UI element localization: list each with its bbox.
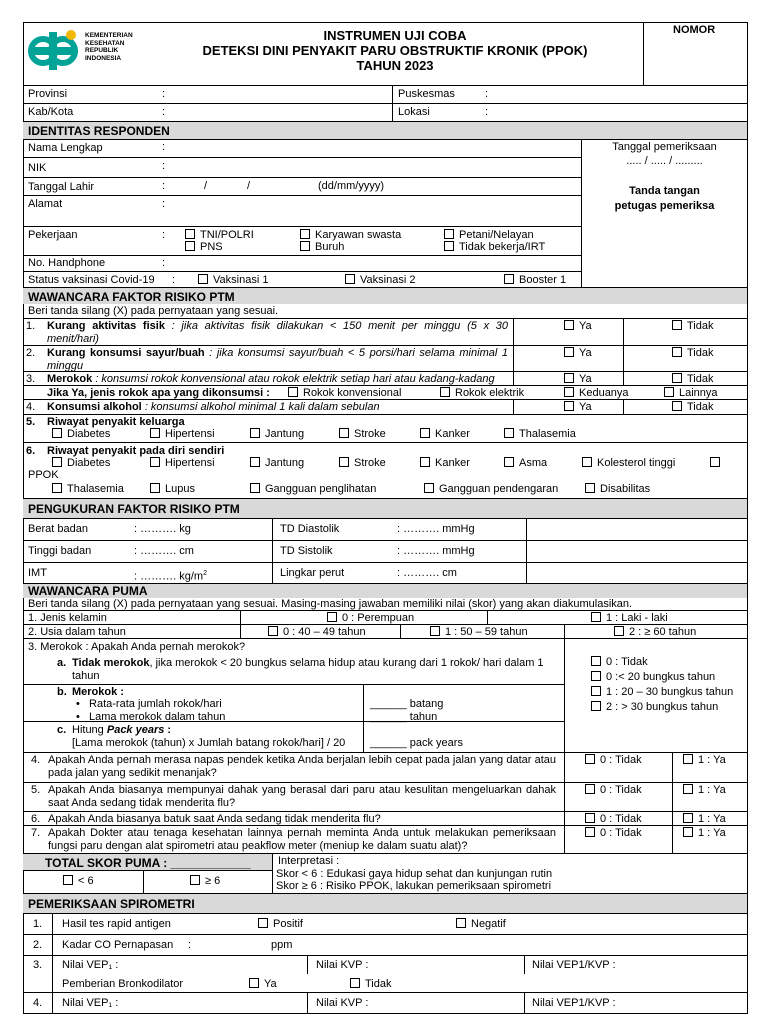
checkbox-icon[interactable] xyxy=(288,387,298,397)
puma-q4: Apakah Anda pernah merasa napas pendek ketika Anda berjalan lebih cepat pada jalan yang datar atau pada jalan yang sedikit menanjak? xyxy=(48,754,556,779)
job-option[interactable]: Petani/Nelayan xyxy=(444,229,534,242)
tidak-option[interactable]: 0 : Tidak xyxy=(585,784,642,797)
ya-option[interactable]: 1 : Ya xyxy=(683,784,726,797)
skor-ge6-option[interactable]: ≥ 6 xyxy=(190,875,220,888)
tb-field[interactable]: : ………. cm xyxy=(134,545,194,557)
puma-q1: 1. Jenis kelamin xyxy=(28,612,107,624)
checkbox-icon[interactable] xyxy=(564,401,574,411)
td-dia-field[interactable]: : ………. mmHg xyxy=(397,523,475,535)
puma-title: WAWANCARA PUMA xyxy=(28,584,148,598)
checkbox-icon[interactable] xyxy=(300,229,310,239)
penyakit-option[interactable]: Hipertensi xyxy=(150,428,215,441)
checkbox-icon[interactable] xyxy=(672,320,682,330)
nik-label: NIK xyxy=(28,162,47,174)
checkbox-icon[interactable] xyxy=(440,387,450,397)
interpretasi-2: Skor ≥ 6 : Risiko PPOK, lakukan pemeriksaan spirometri xyxy=(276,880,552,892)
tidak-option[interactable]: Tidak xyxy=(672,401,714,414)
checkbox-icon[interactable] xyxy=(52,428,62,438)
penyakit-option[interactable]: Thalasemia xyxy=(504,428,576,441)
penyakit-option[interactable]: Gangguan pendengaran xyxy=(424,483,558,496)
puma-option[interactable]: 2 : ≥ 60 tahun xyxy=(614,626,696,639)
question-number: 3. xyxy=(26,373,36,385)
question-number: 4. xyxy=(31,754,41,766)
td-dia-label: TD Diastolik xyxy=(280,523,340,535)
checkbox-icon[interactable] xyxy=(190,875,200,885)
bb-label: Berat badan xyxy=(28,523,88,535)
checkbox-icon[interactable] xyxy=(585,813,595,823)
checkbox-icon[interactable] xyxy=(585,827,595,837)
sub-label: c. xyxy=(57,724,67,736)
ppok-checkbox[interactable] xyxy=(710,457,725,470)
form-title: INSTRUMEN UJI COBA xyxy=(323,28,467,43)
puma-option[interactable]: 0 : 40 – 49 tahun xyxy=(268,626,366,639)
kvp-label: Nilai KVP : xyxy=(316,997,369,1009)
list-item: • Rata-rata jumlah rokok/hari xyxy=(76,698,222,710)
penyakit-option[interactable]: Kanker xyxy=(420,428,470,441)
colon: : xyxy=(188,939,192,951)
date-slash: / xyxy=(247,180,251,192)
penyakit-option[interactable]: Jantung xyxy=(250,457,304,470)
question-number: 6. xyxy=(26,445,36,457)
puma-q5: Apakah Anda biasanya mempunyai dahak yang berasal dari paru atau kesulitan mengeluarkan dahak saat Anda sedang tidak menderita flu? xyxy=(48,784,556,809)
penyakit-option[interactable]: Kolesterol tinggi xyxy=(582,457,675,470)
ratio-label: Nilai VEP1/KVP : xyxy=(532,997,616,1009)
checkbox-icon[interactable] xyxy=(672,347,682,357)
ttd-label-2: petugas pemeriksa xyxy=(614,200,715,212)
rokok-option[interactable]: Keduanya xyxy=(564,387,629,400)
ptm-q5: Riwayat penyakit keluarga xyxy=(47,416,185,428)
colon: : xyxy=(162,160,166,172)
colon: : xyxy=(162,229,166,241)
bronko-label: Pemberian Bronkodilator xyxy=(62,978,184,990)
penyakit-option[interactable]: Thalasemia xyxy=(52,483,124,496)
checkbox-icon[interactable] xyxy=(250,457,260,467)
lokasi-label: Lokasi xyxy=(398,106,430,118)
vep-label: Nilai VEP₁ : xyxy=(62,997,119,1009)
ya-option[interactable]: Ya xyxy=(564,373,592,386)
row-number: 4. xyxy=(33,997,43,1009)
checkbox-icon[interactable] xyxy=(350,978,360,988)
checkbox-icon[interactable] xyxy=(444,229,454,239)
imt-field[interactable]: : ………. $kg/m^2$ xyxy=(134,570,207,583)
colon: : xyxy=(485,88,489,100)
checkbox-icon[interactable] xyxy=(420,428,430,438)
checkbox-icon[interactable] xyxy=(591,686,601,696)
checkbox-icon[interactable] xyxy=(664,387,674,397)
checkbox-icon[interactable] xyxy=(504,428,514,438)
checkbox-icon[interactable] xyxy=(63,875,73,885)
tgl-periksa-label: Tanggal pemeriksaan xyxy=(612,141,717,153)
pack-years-formula: [Lama merokok (tahun) x Jumlah batang rokok/hari] / 20 xyxy=(72,737,346,749)
puma-option[interactable]: 1 : 20 – 30 bungkus tahun xyxy=(591,686,733,699)
spiro-title: PEMERIKSAAN SPIROMETRI xyxy=(28,897,195,911)
colon: : xyxy=(162,106,166,118)
checkbox-icon[interactable] xyxy=(564,347,574,357)
rapid-label: Hasil tes rapid antigen xyxy=(62,918,171,930)
date-slash: / xyxy=(204,180,208,192)
nomor-label: NOMOR xyxy=(673,24,716,36)
job-option[interactable]: Buruh xyxy=(300,241,344,254)
checkbox-icon[interactable] xyxy=(564,373,574,383)
sub-label: a. xyxy=(57,657,67,669)
bb-field[interactable]: : ………. kg xyxy=(134,523,191,535)
imt-label: IMT xyxy=(28,567,47,579)
question-number: 2. xyxy=(26,347,36,359)
co-label: Kadar CO Pernapasan xyxy=(62,939,174,951)
checkbox-icon[interactable] xyxy=(185,229,195,239)
checkbox-icon[interactable] xyxy=(582,457,592,467)
penyakit-option[interactable]: Asma xyxy=(504,457,547,470)
ya-option[interactable]: Ya xyxy=(564,347,592,360)
job-option[interactable]: Karyawan swasta xyxy=(300,229,401,242)
total-skor-label: TOTAL SKOR PUMA : ____________ xyxy=(45,856,251,870)
pekerjaan-label: Pekerjaan xyxy=(28,229,78,241)
ptm-q3: Merokok : konsumsi rokok konvensional atau rokok elektrik setiap hari atau kadang-kadang xyxy=(47,373,495,385)
tb-label: Tinggi badan xyxy=(28,545,92,557)
penyakit-option[interactable]: Stroke xyxy=(339,457,386,470)
ya-option[interactable]: Ya xyxy=(564,320,592,333)
pack-years-field[interactable]: ______ pack years xyxy=(370,737,463,749)
checkbox-icon[interactable] xyxy=(683,813,693,823)
pengukuran-title: PENGUKURAN FAKTOR RISIKO PTM xyxy=(28,502,240,516)
checkbox-icon[interactable] xyxy=(591,671,601,681)
puskesmas-label: Puskesmas xyxy=(398,88,455,100)
question-number: 6. xyxy=(31,813,41,825)
kvp-label: Nilai KVP : xyxy=(316,959,369,971)
checkbox-icon[interactable] xyxy=(150,428,160,438)
question-number: 1. xyxy=(26,320,36,332)
checkbox-icon[interactable] xyxy=(249,978,259,988)
checkbox-icon[interactable] xyxy=(683,754,693,764)
checkbox-icon[interactable] xyxy=(424,483,434,493)
colon: : xyxy=(162,141,166,153)
checkbox-icon[interactable] xyxy=(504,457,514,467)
vaksin-label: Status vaksinasi Covid-19 xyxy=(28,274,155,286)
penyakit-option[interactable]: Hipertensi xyxy=(150,457,215,470)
puma-q2: 2. Usia dalam tahun xyxy=(28,626,126,638)
ya-option[interactable]: Ya xyxy=(249,978,277,991)
positif-option[interactable]: Positif xyxy=(258,918,303,931)
ppm-unit: ppm xyxy=(271,939,293,951)
checkbox-icon[interactable] xyxy=(591,656,601,666)
checkbox-icon[interactable] xyxy=(327,612,337,622)
checkbox-icon[interactable] xyxy=(258,918,268,928)
kemenkes-logo-icon xyxy=(27,27,79,75)
checkbox-icon[interactable] xyxy=(591,701,601,711)
ptm-q6: Riwayat penyakit pada diri sendiri xyxy=(47,445,225,457)
tidak-option[interactable]: Tidak xyxy=(672,373,714,386)
colon: : xyxy=(162,257,166,269)
checkbox-icon[interactable] xyxy=(683,827,693,837)
batang-field[interactable]: ______ batang xyxy=(370,698,444,710)
checkbox-icon[interactable] xyxy=(614,626,624,636)
row-number: 2. xyxy=(33,939,43,951)
checkbox-icon[interactable] xyxy=(683,784,693,794)
puma-q7: Apakah Dokter atau tenaga kesehatan lainnya pernah meminta Anda untuk melakukan pemeriksaan fungsi paru dengan alat spirometri atau peakflow meter (meniup ke dalam suatu alat)? xyxy=(48,827,556,852)
logo: KEMENTERIAN KESEHATAN REPUBLIK INDONESIA xyxy=(27,27,151,75)
puma-option[interactable]: 2 : > 30 bungkus tahun xyxy=(591,701,718,714)
puma-option[interactable]: 0 : Tidak xyxy=(591,656,648,669)
rokok-option[interactable]: Rokok konvensional xyxy=(288,387,401,400)
checkbox-icon[interactable] xyxy=(185,241,195,251)
checkbox-icon[interactable] xyxy=(564,320,574,330)
form-year: TAHUN 2023 xyxy=(356,58,434,73)
penyakit-option[interactable]: Diabetes xyxy=(52,428,110,441)
ptm-title: WAWANCARA FAKTOR RISIKO PTM xyxy=(28,290,235,304)
checkbox-icon[interactable] xyxy=(52,457,62,467)
checkbox-icon[interactable] xyxy=(345,274,355,284)
question-number: 7. xyxy=(31,827,41,839)
checkbox-icon[interactable] xyxy=(250,428,260,438)
checkbox-icon[interactable] xyxy=(672,373,682,383)
tgl-periksa-field[interactable]: ..... / ..... / ......... xyxy=(626,155,703,167)
colon: : xyxy=(172,274,176,286)
penyakit-option[interactable]: Gangguan penglihatan xyxy=(250,483,376,496)
penyakit-option[interactable]: Kanker xyxy=(420,457,470,470)
row-number: 1. xyxy=(33,918,43,930)
ya-option[interactable]: 1 : Ya xyxy=(683,813,726,826)
tidak-option[interactable]: Tidak xyxy=(672,320,714,333)
ptm-q1: Kurang aktivitas fisik : jika aktivitas fisik dilakukan < 150 menit per minggu (5 x 30 menit/hari) xyxy=(47,320,509,345)
skor-lt6-option[interactable]: < 6 xyxy=(63,875,94,888)
nama-label: Nama Lengkap xyxy=(28,142,103,154)
checkbox-icon[interactable] xyxy=(420,457,430,467)
puma-option[interactable]: 1 : 50 – 59 tahun xyxy=(430,626,528,639)
checkbox-icon[interactable] xyxy=(710,457,720,467)
tidak-option[interactable]: 0 : Tidak xyxy=(585,813,642,826)
ptm-q2: Kurang konsumsi sayur/buah : jika konsumsi sayur/buah < 5 porsi/hari selama minimal 1 minggu xyxy=(47,347,508,372)
puma-option[interactable]: 1 : Laki - laki xyxy=(591,612,668,625)
tidak-option[interactable]: 0 : Tidak xyxy=(585,754,642,767)
colon: : xyxy=(162,88,166,100)
vaksin-option[interactable]: Vaksinasi 2 xyxy=(345,274,415,287)
ptm-instruction: Beri tanda silang (X) pada pernyataan yang sesuai. xyxy=(28,305,279,317)
job-option[interactable]: TNI/POLRI xyxy=(185,229,254,242)
checkbox-icon[interactable] xyxy=(198,274,208,284)
job-option[interactable]: PNS xyxy=(185,241,223,254)
tidak-option[interactable]: 0 : Tidak xyxy=(585,827,642,840)
checkbox-icon[interactable] xyxy=(591,612,601,622)
tahun-field[interactable]: ______ tahun xyxy=(370,711,438,723)
vaksin-option[interactable]: Booster 1 xyxy=(504,274,566,287)
ya-option[interactable]: 1 : Ya xyxy=(683,754,726,767)
colon: : xyxy=(162,180,166,192)
checkbox-icon[interactable] xyxy=(504,274,514,284)
tgl-lahir-label: Tanggal Lahir xyxy=(28,181,95,193)
puma-q3a: Tidak merokok, jika merokok < 20 bungkus selama hidup atau kurang dari 1 rokok/ hari dalam 1 tahun xyxy=(72,657,544,682)
puma-option[interactable]: 0 : Perempuan xyxy=(327,612,414,625)
checkbox-icon[interactable] xyxy=(268,626,278,636)
lp-field[interactable]: : ………. cm xyxy=(397,567,457,579)
ya-option[interactable]: Ya xyxy=(564,401,592,414)
checkbox-icon[interactable] xyxy=(564,387,574,397)
job-option[interactable]: Tidak bekerja/IRT xyxy=(444,241,545,254)
puma-instruction: Beri tanda silang (X) pada pernyataan yang sesuai. Masing-masing jawaban memiliki nilai (skor) yang akan diakumulasikan. xyxy=(28,598,633,610)
checkbox-icon[interactable] xyxy=(444,241,454,251)
checkbox-icon[interactable] xyxy=(52,483,62,493)
penyakit-option[interactable]: Diabetes xyxy=(52,457,110,470)
date-format-hint: (dd/mm/yyyy) xyxy=(318,180,384,192)
checkbox-icon[interactable] xyxy=(585,784,595,794)
colon: : xyxy=(485,106,489,118)
checkbox-icon[interactable] xyxy=(430,626,440,636)
vaksin-option[interactable]: Vaksinasi 1 xyxy=(198,274,268,287)
checkbox-icon[interactable] xyxy=(300,241,310,251)
vep-label: Nilai VEP₁ : xyxy=(62,959,119,971)
ptm-q4: Konsumsi alkohol : konsumsi alkohol minimal 1 kali dalam sebulan xyxy=(47,401,380,413)
interpretasi-1: Skor < 6 : Edukasi gaya hidup sehat dan kunjungan rutin xyxy=(276,868,553,880)
checkbox-icon[interactable] xyxy=(339,428,349,438)
ratio-label: Nilai VEP1/KVP : xyxy=(532,959,616,971)
lp-label: Lingkar perut xyxy=(280,567,345,579)
row-number: 3. xyxy=(33,959,43,971)
checkbox-icon[interactable] xyxy=(150,457,160,467)
colon: : xyxy=(162,198,166,210)
puma-q3: 3. Merokok : Apakah Anda pernah merokok? xyxy=(28,641,246,653)
rokok-option[interactable]: Rokok elektrik xyxy=(440,387,524,400)
checkbox-icon[interactable] xyxy=(585,483,595,493)
ttd-label: Tanda tangan xyxy=(629,185,700,197)
ptm-q3-sub: Jika Ya, jenis rokok apa yang dikonsumsi : xyxy=(47,387,270,399)
checkbox-icon[interactable] xyxy=(672,401,682,411)
rokok-option[interactable]: Lainnya xyxy=(664,387,718,400)
checkbox-icon[interactable] xyxy=(456,918,466,928)
hp-label: No. Handphone xyxy=(28,257,106,269)
list-item: • Lama merokok dalam tahun xyxy=(76,711,226,723)
negatif-option[interactable]: Negatif xyxy=(456,918,506,931)
form-subtitle: DETEKSI DINI PENYAKIT PARU OBSTRUKTIF KRONIK (PPOK) xyxy=(202,43,588,58)
question-number: 5. xyxy=(31,784,41,796)
ya-option[interactable]: 1 : Ya xyxy=(683,827,726,840)
tidak-option[interactable]: Tidak xyxy=(350,978,392,991)
interpretasi-label: Interpretasi : xyxy=(278,855,340,867)
identitas-title: IDENTITAS RESPONDEN xyxy=(28,124,170,138)
checkbox-icon[interactable] xyxy=(585,754,595,764)
sub-label: b. xyxy=(57,686,67,698)
tidak-option[interactable]: Tidak xyxy=(672,347,714,360)
penyakit-option[interactable]: Stroke xyxy=(339,428,386,441)
puma-option[interactable]: 0 :< 20 bungkus tahun xyxy=(591,671,715,684)
penyakit-option[interactable]: Jantung xyxy=(250,428,304,441)
puma-q6: Apakah Anda biasanya batuk saat Anda sedang tidak menderita flu? xyxy=(48,813,381,825)
td-sis-label: TD Sistolik xyxy=(280,545,333,557)
puma-q3c: Hitung Pack years : xyxy=(72,724,172,736)
puma-q3b: Merokok : xyxy=(72,686,124,698)
question-number: 4. xyxy=(26,401,36,413)
alamat-label: Alamat xyxy=(28,198,63,210)
td-sis-field[interactable]: : ………. mmHg xyxy=(397,545,475,557)
checkbox-icon[interactable] xyxy=(339,457,349,467)
penyakit-option[interactable]: Lupus xyxy=(150,483,195,496)
question-number: 5. xyxy=(26,416,36,428)
penyakit-option[interactable]: Disabilitas xyxy=(585,483,650,496)
ppok-label: PPOK xyxy=(28,469,59,481)
kabkota-label: Kab/Kota xyxy=(28,106,74,118)
checkbox-icon[interactable] xyxy=(150,483,160,493)
provinsi-label: Provinsi xyxy=(28,88,68,100)
checkbox-icon[interactable] xyxy=(250,483,260,493)
